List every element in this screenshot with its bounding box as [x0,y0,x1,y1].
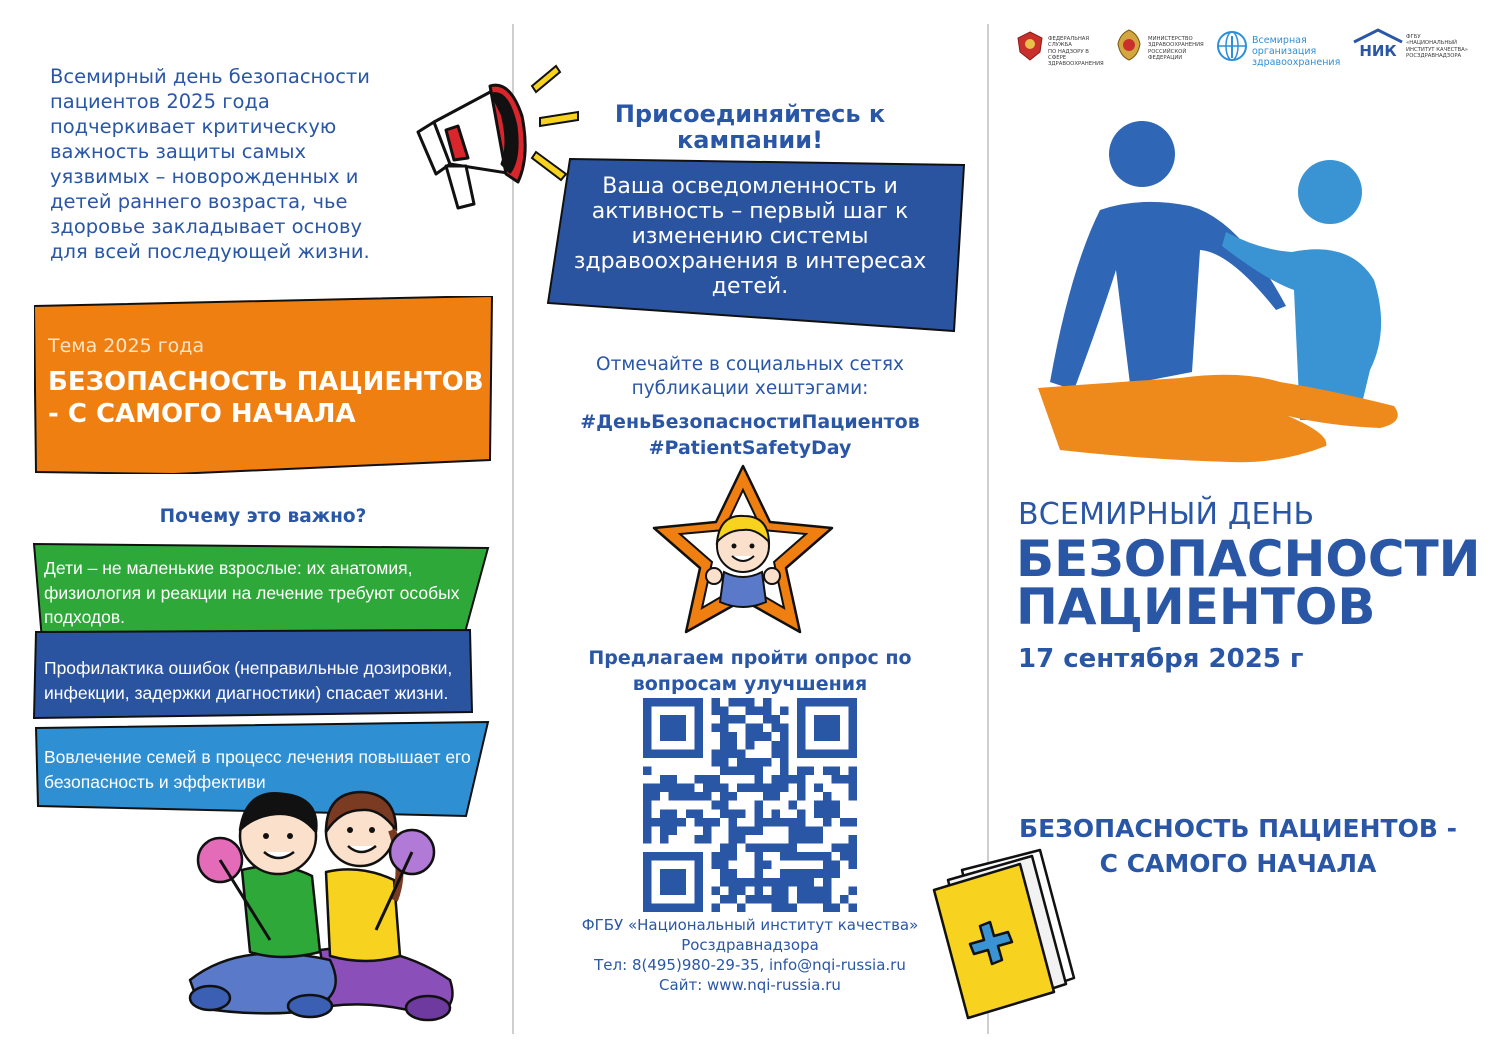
star-child-icon [648,462,838,638]
org-sub: Росздравнадзора [681,936,819,954]
reason-item: Профилактика ошибок (неправильные дозировки, инфекции, задержки диагностики) спасает жизни. [44,658,453,703]
nik-icon [1352,28,1404,58]
join-heading: Присоединяйтесь к кампании! [614,100,886,154]
hashtags [540,409,960,461]
intro-text: Всемирный день безопасности пациентов 2025 года подчеркивает критическую важность защиты самых уязвимых – новорожденных и детей раннего возраста, чье здоровье закладывает основу для всей последующей жизни. [50,65,370,263]
slogan-line1: БЕЗОПАСНОСТЬ ПАЦИЕНТОВ - [1019,814,1457,843]
day-title-line2: ПАЦИЕНТОВ [1016,578,1376,636]
theme-label: Тема 2025 года [48,335,205,357]
emblem-icon [1114,28,1144,62]
logo-roszdravnadzor: ФЕДЕРАЛЬНАЯ СЛУЖБА ПО НАДЗОРУ В СФЕРЕ ЗДРАВООХРАНЕНИЯ [1016,30,1044,66]
why-heading: Почему это важно? [159,506,367,527]
slogan-line2: С САМОГО НАЧАЛА [1099,849,1377,878]
day-subtitle: ВСЕМИРНЫЙ ДЕНЬ [1018,497,1315,532]
logo-bar [1016,28,1476,68]
children-illustration [180,780,480,1030]
people-hand-logo [1030,120,1410,480]
reason-item: Дети – не маленькие взрослые: их анатомия, физиология и реакции на лечение требуют особых подходов. [44,558,460,627]
logo-nik: НИК ФГБУ «НАЦИОНАЛЬНЫЙ ИНСТИТУТ КАЧЕСТВА» РОСЗДРАВНАДЗОРА [1352,28,1404,62]
contacts-block [540,915,960,995]
awareness-text: Ваша осведомленность и активность – первый шаг к изменению системы здравоохранения в интересах детей. [573,174,927,299]
logo-who: Всемирная организация здравоохранения [1216,30,1248,66]
who-icon [1216,30,1248,62]
medical-book-icon [928,840,1078,1020]
nik-mark: НИК [1359,42,1397,58]
contact-website[interactable]: Сайт: www.nqi-russia.ru [659,976,841,994]
hashtag-ru: #ДеньБезопасностиПациентов [580,411,920,433]
org-name: ФГБУ «Национальный институт качества» [581,916,919,934]
day-title-line1: БЕЗОПАСНОСТИ [1016,530,1481,588]
logo-minzdrav: МИНИСТЕРСТВО ЗДРАВООХРАНЕНИЯ РОССИЙСКОЙ ФЕДЕРАЦИИ [1114,28,1144,66]
contact-phone-email[interactable]: Тел: 8(495)980-29-35, info@nqi-russia.ru [594,956,906,974]
social-text: Отмечайте в социальных сетях публикации хештэгами: [596,354,904,399]
qr-code[interactable] [643,698,857,912]
survey-text: Предлагаем пройти опрос по вопросам улучшения [588,647,912,695]
event-date: 17 сентября 2025 г [1018,644,1304,674]
reason-item: Вовлечение семей в процесс лечения повышает его безопасность и эффективи [44,747,471,792]
day-title [1016,530,1486,636]
hashtag-en: #PatientSafetyDay [648,437,852,459]
theme-title: БЕЗОПАСНОСТЬ ПАЦИЕНТОВ - С САМОГО НАЧАЛА [48,367,484,429]
emblem-icon [1016,30,1044,62]
